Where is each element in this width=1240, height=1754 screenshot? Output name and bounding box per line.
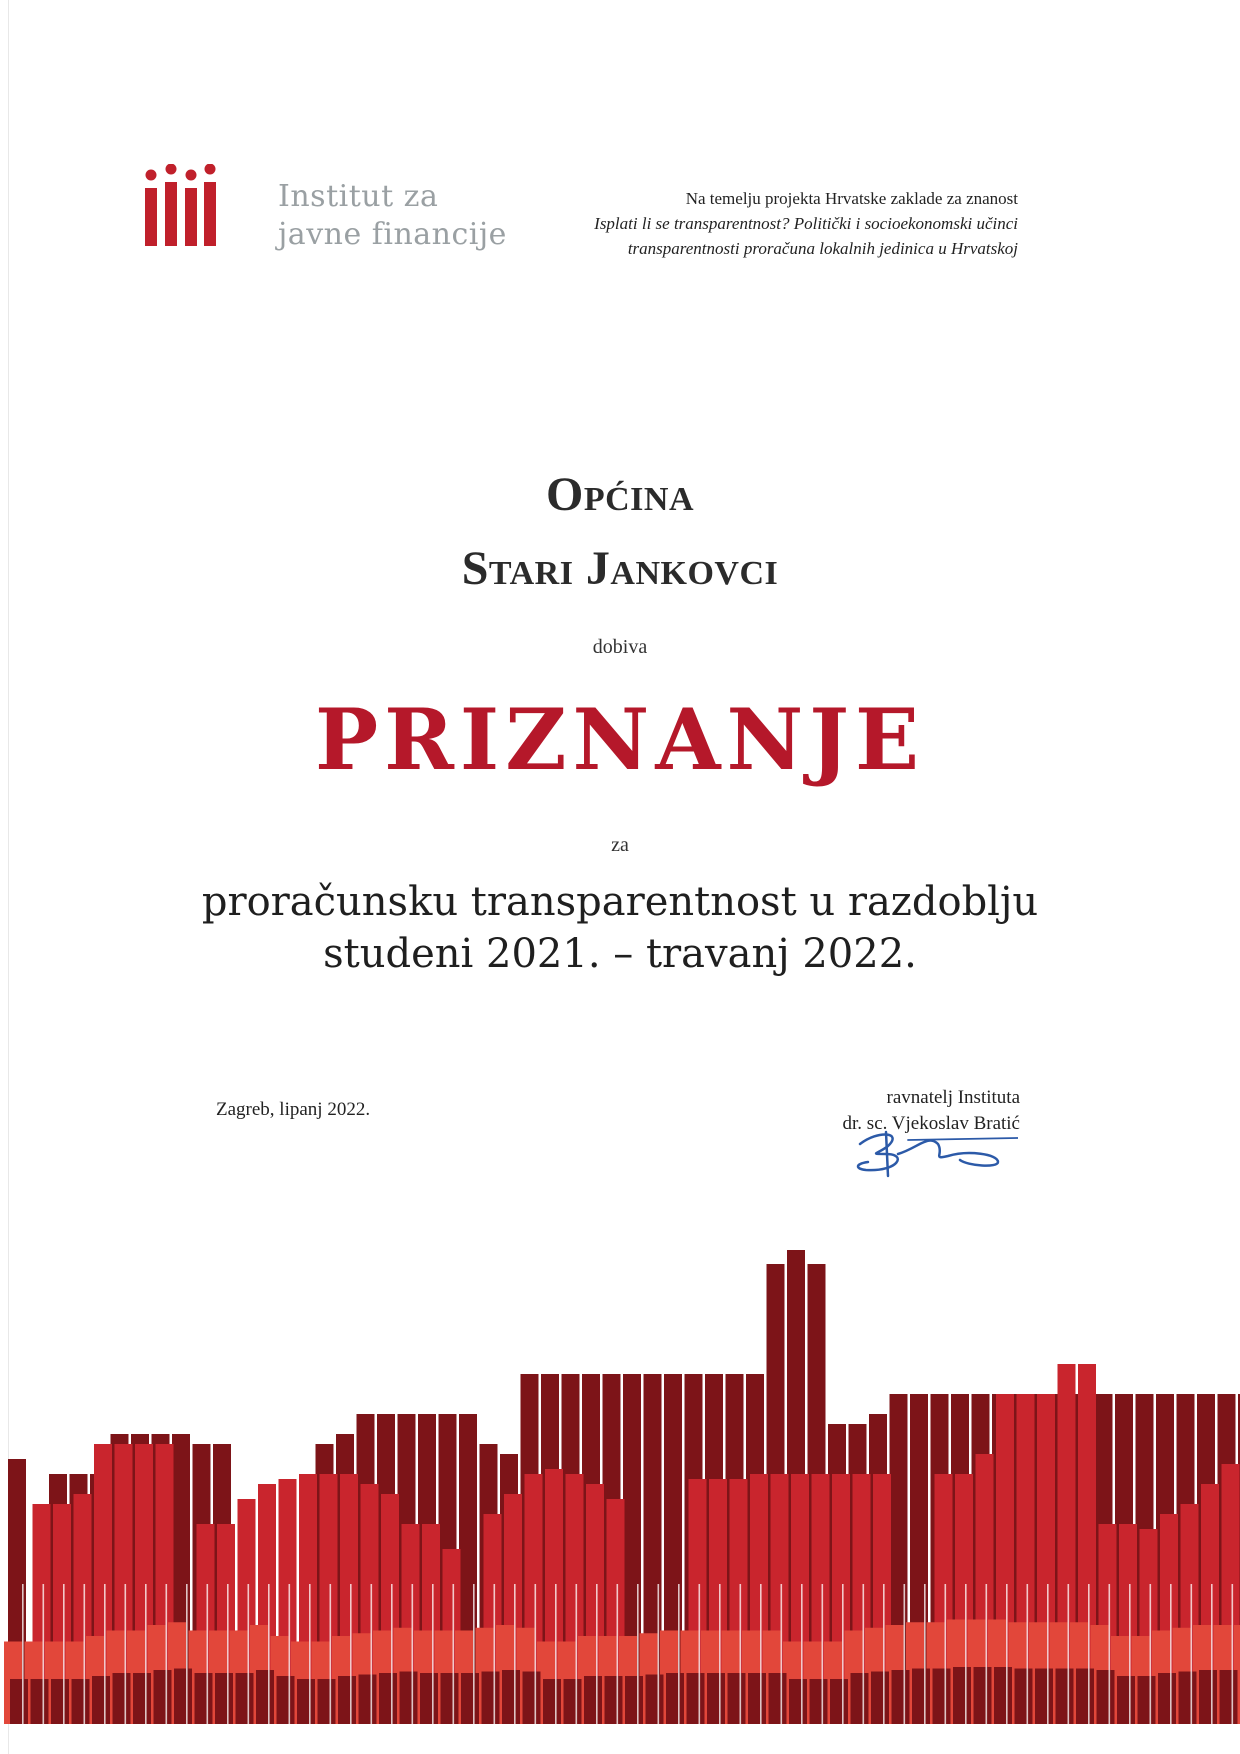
skyline-stripe — [145, 1584, 147, 1724]
skyline-bar — [1117, 1676, 1135, 1724]
skyline-bar — [646, 1675, 664, 1725]
skyline-stripe — [1191, 1584, 1193, 1724]
skyline-stripe — [371, 1584, 373, 1724]
skyline-stripe — [350, 1584, 352, 1724]
project-reference — [538, 186, 1018, 261]
skyline-bar — [359, 1675, 377, 1725]
skyline-stripe — [965, 1584, 967, 1724]
skyline-bar — [953, 1667, 971, 1724]
skyline-stripe — [1150, 1584, 1152, 1724]
skyline-bar — [1097, 1670, 1115, 1724]
skyline-stripe — [699, 1584, 701, 1724]
skyline-stripe — [986, 1584, 988, 1724]
skyline-bar — [133, 1673, 151, 1724]
skyline-bar — [769, 1673, 787, 1724]
skyline-bar — [974, 1667, 992, 1724]
skyline-stripe — [822, 1584, 824, 1724]
skyline-bar — [441, 1673, 459, 1724]
skyline-bar — [564, 1679, 582, 1724]
skyline-stripe — [842, 1584, 844, 1724]
skyline-bar — [830, 1679, 848, 1724]
skyline-bar — [543, 1679, 561, 1724]
skyline-stripe — [309, 1584, 311, 1724]
skyline-bar — [502, 1670, 520, 1724]
signer-title: ravnatelj Instituta — [886, 1087, 1020, 1108]
for-label: za — [611, 834, 629, 856]
skyline-bar — [933, 1669, 951, 1725]
skyline-stripe — [1232, 1584, 1234, 1724]
skyline-stripe — [1006, 1584, 1008, 1724]
project-line-1: Na temelju projekta Hrvatske zaklade za znanost — [685, 189, 1018, 208]
skyline-bar — [584, 1676, 602, 1724]
skyline-stripe — [781, 1584, 783, 1724]
skyline-bar — [379, 1673, 397, 1724]
recipient-municipality: Općina — [546, 468, 694, 521]
skyline-stripe — [63, 1584, 65, 1724]
skyline-bar — [420, 1673, 438, 1724]
award-title: PRIZNANJE — [314, 690, 926, 789]
skyline-stripe — [617, 1584, 619, 1724]
institute-name-line1: Institut za — [278, 179, 439, 214]
skyline-bar — [605, 1676, 623, 1724]
skyline-bar — [707, 1673, 725, 1724]
skyline-bar — [1179, 1672, 1197, 1725]
skyline-bar — [748, 1673, 766, 1724]
skyline-bar — [195, 1673, 213, 1724]
skyline-bar — [1056, 1669, 1074, 1725]
place-date: Zagreb, lipanj 2022. — [216, 1099, 371, 1120]
skyline-stripe — [166, 1584, 168, 1724]
skyline-stripe — [863, 1584, 865, 1724]
skyline-stripe — [1109, 1584, 1111, 1724]
skyline-stripe — [535, 1584, 537, 1724]
skyline-stripe — [494, 1584, 496, 1724]
skyline-stripe — [453, 1584, 455, 1724]
skyline-bar — [461, 1673, 479, 1724]
skyline-bar — [625, 1676, 643, 1724]
award-reason-line-2: studeni 2021. – travanj 2022. — [323, 931, 917, 977]
skyline-stripe — [904, 1584, 906, 1724]
skyline-bar — [10, 1679, 28, 1724]
skyline-stripe — [1027, 1584, 1029, 1724]
skyline-bar — [72, 1679, 90, 1724]
skyline-stripe — [883, 1584, 885, 1724]
skyline-stripe — [760, 1584, 762, 1724]
skyline-stripe — [268, 1584, 270, 1724]
skyline-stripe — [186, 1584, 188, 1724]
skyline-bar — [1158, 1673, 1176, 1724]
skyline-bar — [1035, 1669, 1053, 1725]
skyline-bar — [523, 1672, 541, 1725]
skyline-bar — [789, 1679, 807, 1724]
skyline-bar — [912, 1669, 930, 1725]
skyline-bar — [297, 1679, 315, 1724]
skyline-stripe — [945, 1584, 947, 1724]
skyline-stripe — [801, 1584, 803, 1724]
skyline-stripe — [289, 1584, 291, 1724]
skyline-bar — [215, 1673, 233, 1724]
skyline-bar — [851, 1673, 869, 1724]
institute-name — [278, 178, 507, 254]
skyline-bar — [994, 1667, 1012, 1724]
skyline-stripe — [514, 1584, 516, 1724]
skyline-stripe — [330, 1584, 332, 1724]
skyline-bar — [1199, 1670, 1217, 1724]
skyline-bar — [92, 1676, 110, 1724]
skyline-bar — [892, 1670, 910, 1724]
award-reason — [0, 876, 1240, 980]
institute-name-line2: javne financije — [278, 217, 507, 252]
skyline-stripe — [924, 1584, 926, 1724]
skyline-stripe — [658, 1584, 660, 1724]
skyline-bar — [400, 1672, 418, 1725]
skyline-bar — [687, 1673, 705, 1724]
skyline-bar — [1076, 1669, 1094, 1725]
recipient-name: Stari Jankovci — [461, 542, 779, 595]
project-line-3: transparentnosti proračuna lokalnih jedinica u Hrvatskoj — [627, 239, 1018, 258]
skyline-bar — [31, 1679, 49, 1724]
skyline-stripe — [1068, 1584, 1070, 1724]
skyline-bar — [256, 1670, 274, 1724]
skyline-stripe — [104, 1584, 106, 1724]
skyline-bar — [236, 1673, 254, 1724]
skyline-stripe — [1088, 1584, 1090, 1724]
skyline-bar — [338, 1676, 356, 1724]
skyline-stripe — [1170, 1584, 1172, 1724]
skyline-stripe — [1129, 1584, 1131, 1724]
skyline-bar — [174, 1669, 192, 1725]
recipient-line-1 — [0, 466, 1240, 524]
skyline-stripe — [596, 1584, 598, 1724]
skyline-stripe — [412, 1584, 414, 1724]
award-reason-line-1: proračunsku transparentnost u razdoblju — [201, 879, 1039, 925]
signer-name: dr. sc. Vjekoslav Bratić — [842, 1113, 1020, 1134]
skyline-stripe — [1047, 1584, 1049, 1724]
skyline-stripe — [678, 1584, 680, 1724]
handwritten-signature-icon — [848, 1124, 1018, 1180]
skyline-bar — [113, 1673, 131, 1724]
skyline-stripe — [1211, 1584, 1213, 1724]
skyline-stripe — [22, 1584, 24, 1724]
skyline-stripe — [637, 1584, 639, 1724]
skyline-bar — [728, 1673, 746, 1724]
skyline-stripe — [555, 1584, 557, 1724]
skyline-bar — [154, 1670, 172, 1724]
recipient-line-2 — [0, 540, 1240, 598]
decorative-skyline-graphic — [0, 1250, 1240, 1724]
skyline-bar — [1220, 1670, 1238, 1724]
skyline-bar — [810, 1679, 828, 1724]
skyline-bar — [277, 1676, 295, 1724]
project-line-2: Isplati li se transparentnost? Politički i socioekonomski učinci — [594, 214, 1018, 233]
skyline-stripe — [43, 1584, 45, 1724]
institute-logo-icon — [143, 164, 218, 246]
skyline-bar — [666, 1673, 684, 1724]
skyline-stripe — [719, 1584, 721, 1724]
skyline-bar — [1138, 1676, 1156, 1724]
skyline-stripe — [207, 1584, 209, 1724]
skyline-stripe — [740, 1584, 742, 1724]
skyline-stripe — [576, 1584, 578, 1724]
skyline-stripe — [84, 1584, 86, 1724]
skyline-bar — [318, 1679, 336, 1724]
skyline-stripe — [473, 1584, 475, 1724]
skyline-stripe — [227, 1584, 229, 1724]
skyline-bar — [871, 1672, 889, 1725]
skyline-bar — [51, 1679, 69, 1724]
skyline-bar — [1015, 1669, 1033, 1725]
skyline-stripe — [125, 1584, 127, 1724]
skyline-stripe — [432, 1584, 434, 1724]
skyline-stripe — [248, 1584, 250, 1724]
receives-label: dobiva — [592, 636, 648, 658]
skyline-bar — [482, 1672, 500, 1725]
skyline-stripe — [391, 1584, 393, 1724]
